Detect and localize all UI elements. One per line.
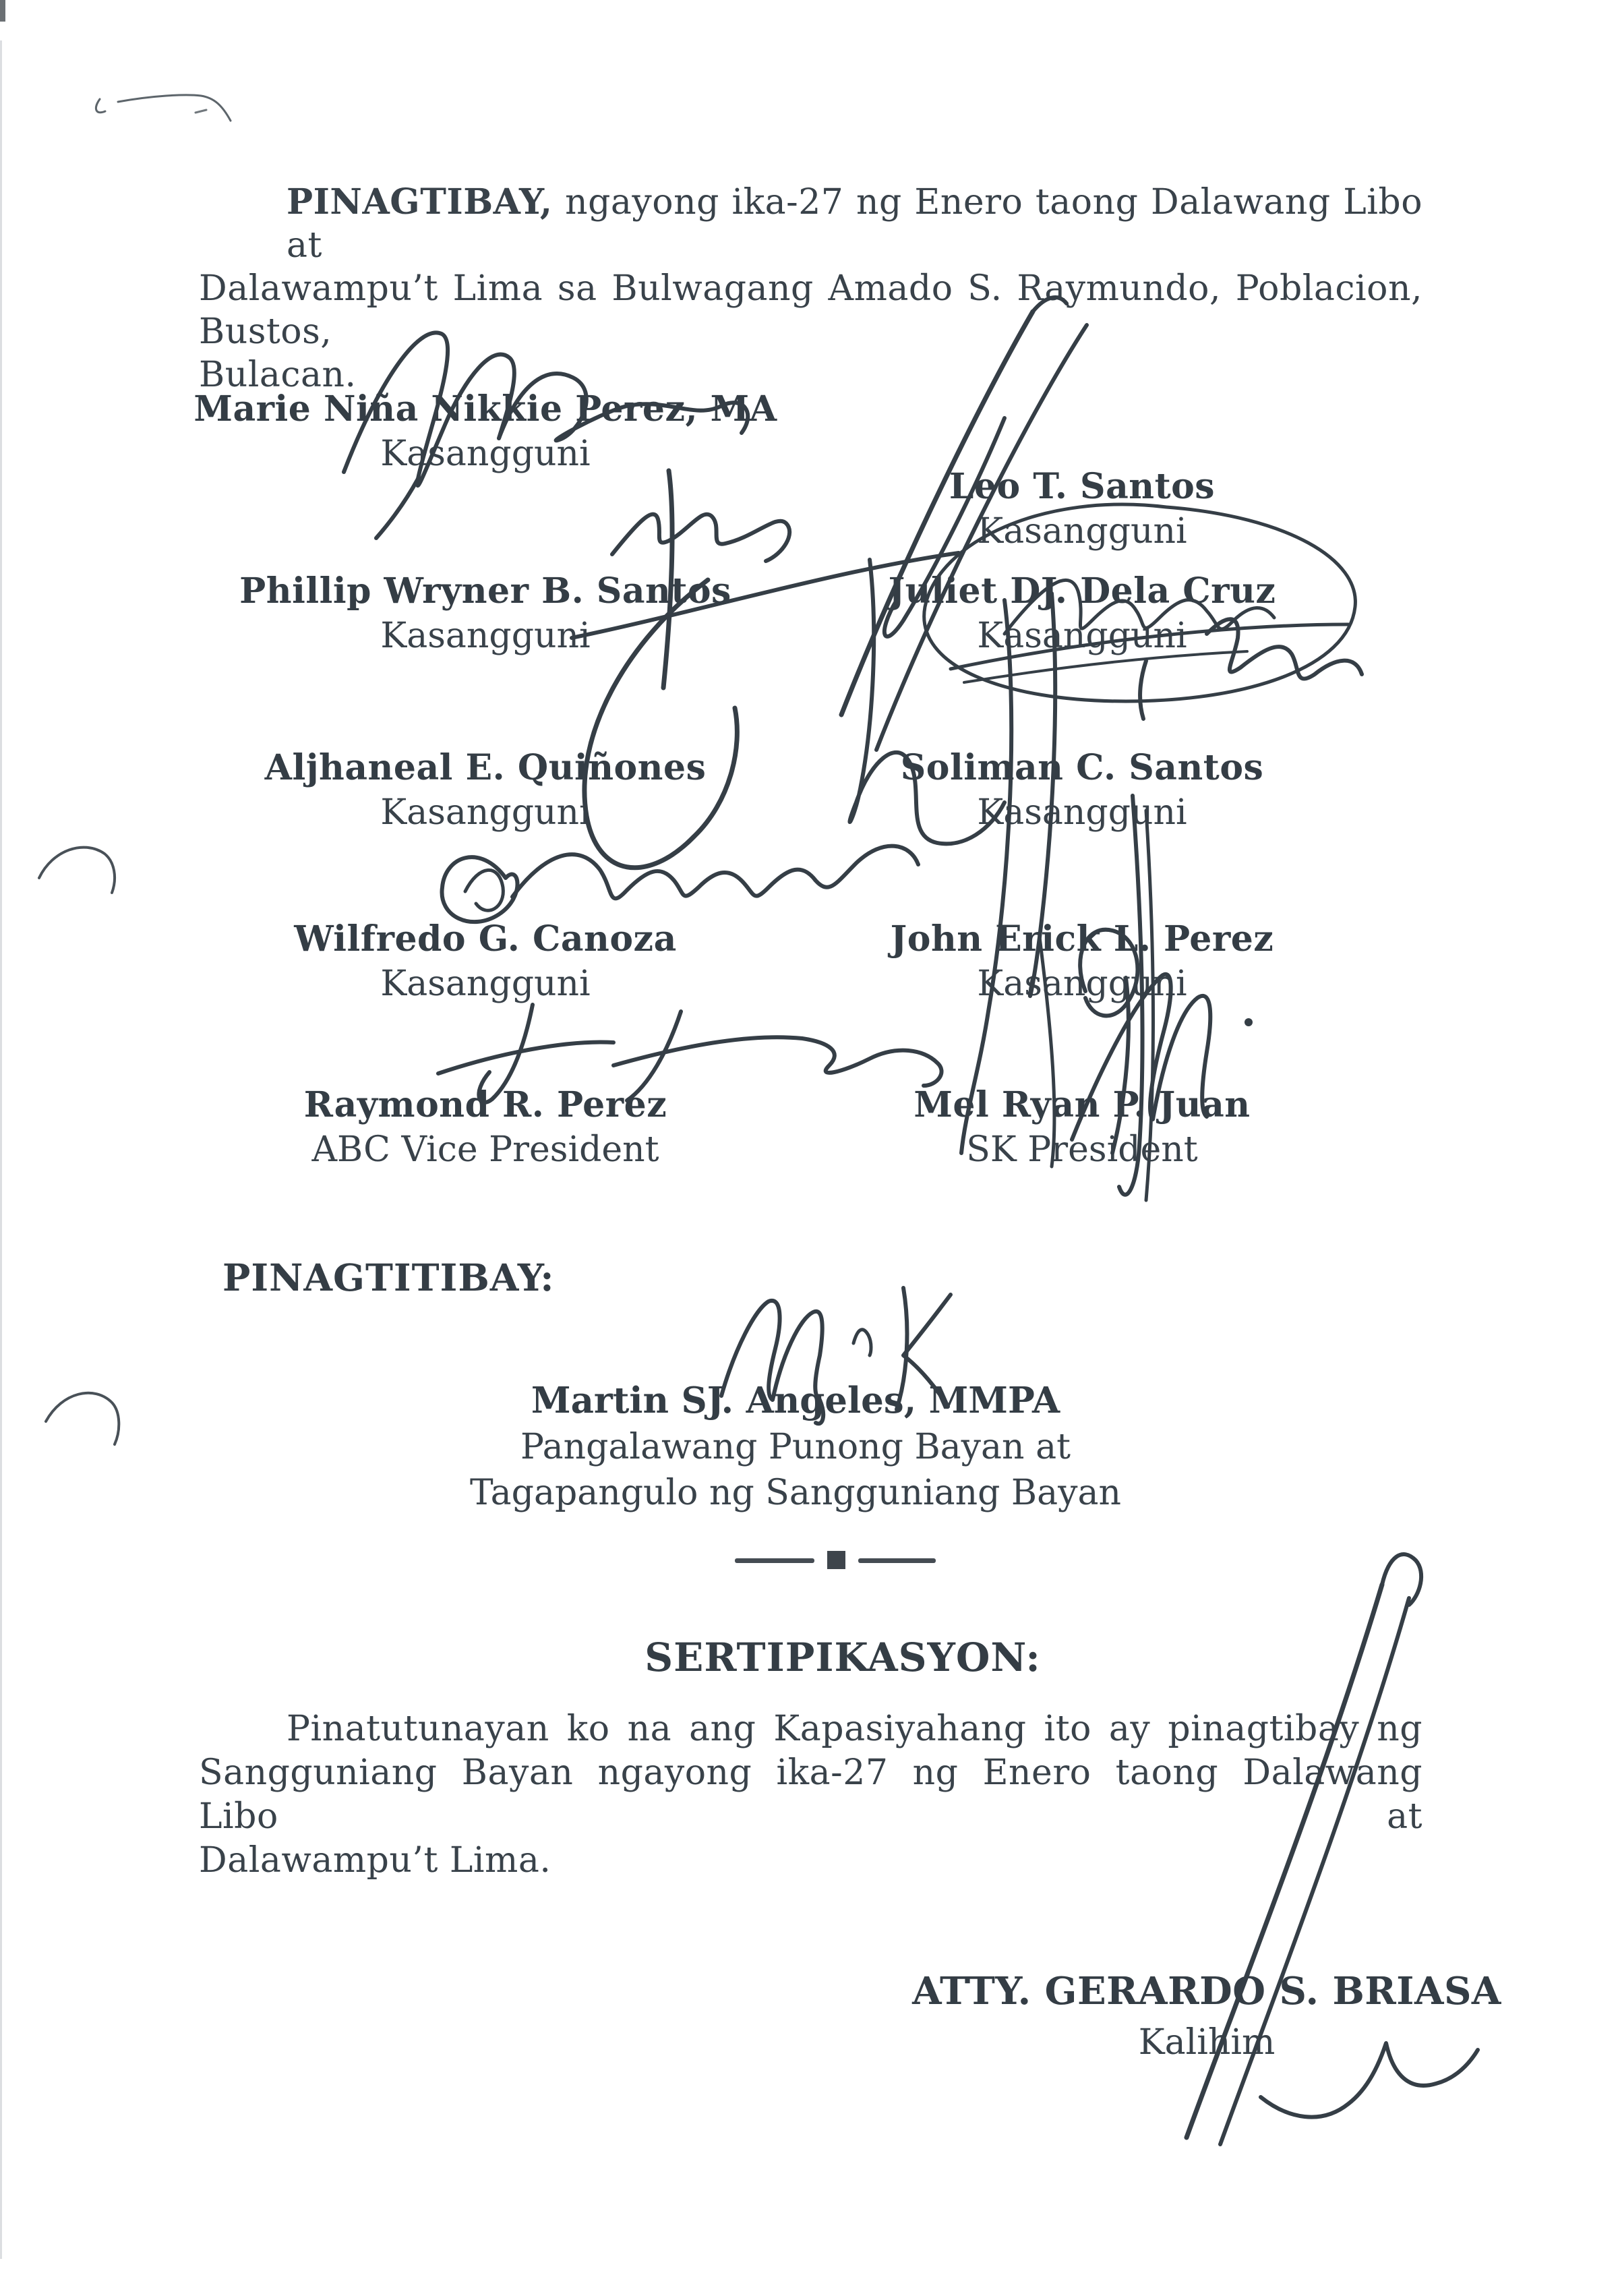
signatory-name: Marie Niña Nikkie Perez, MA (193, 388, 777, 430)
paragraph-line: Sangguniang Bayan ngayong ika-27 ng Enero taong Dalawang Libo at (199, 1753, 1422, 1837)
signatory-name: Juliet DJ. Dela Cruz (888, 570, 1276, 612)
signatory-title: Kasangguni (977, 511, 1187, 552)
signatory-name: Soliman C. Santos (900, 747, 1264, 788)
paragraph-line (199, 181, 1422, 267)
certification-heading: SERTIPIKASYON: (645, 1635, 1041, 1680)
approver-title: Pangalawang Punong Bayan at (520, 1427, 1071, 1467)
signatory-title: Kasangguni (977, 964, 1187, 1004)
paragraph-text: ngayong ika-27 ng Enero taong Dalawang Libo at (287, 182, 1422, 266)
certifier-title: Kalihim (1138, 2022, 1276, 2063)
certifier-name: ATTY. GERARDO S. BRIASA (912, 1969, 1501, 2013)
approver-title: Tagapangulo ng Sangguniang Bayan (470, 1473, 1121, 1513)
signature-martin-angeles (681, 1261, 991, 1430)
signatory-name: Raymond R. Perez (303, 1084, 667, 1125)
signatory-name: Phillip Wryner B. Santos (239, 570, 731, 612)
pencil-scribble-mark (88, 71, 243, 131)
approver-name: Martin SJ. Angeles, MMPA (531, 1380, 1060, 1421)
signatory-title: Kasangguni (380, 434, 591, 474)
signatory-title: Kasangguni (380, 964, 591, 1004)
signature-gerardo-briasa (1085, 1531, 1503, 2165)
signatory-title: SK President (966, 1129, 1198, 1170)
signatory-title: Kasangguni (977, 792, 1187, 833)
paragraph-line: Bulacan. (199, 355, 357, 395)
paragraph-lead-word: PINAGTIBAY, (287, 181, 553, 223)
signatory-title: ABC Vice President (311, 1129, 659, 1170)
signature-mel-ryan-juan (1031, 951, 1288, 1173)
signatory-title: Kasangguni (380, 616, 591, 656)
faint-circle-mark (34, 836, 121, 910)
paragraph-line: Dalawampu’t Lima. (199, 1840, 551, 1881)
signatory-name: Aljhaneal E. Quiñones (264, 747, 707, 788)
signatory-name: Wilfredo G. Canoza (294, 918, 677, 960)
signatory-name: Leo T. Santos (949, 466, 1216, 507)
paragraph-text: Pinatutunayan (287, 1709, 549, 1749)
approval-heading: PINAGTITIBAY: (222, 1256, 555, 1299)
signatory-title: Kasangguni (380, 792, 591, 833)
signature-raymond-perez (398, 984, 1005, 1119)
signatory-title: Kasangguni (977, 616, 1187, 656)
signatory-name: Mel Ryan P. Juan (913, 1084, 1251, 1125)
signatory-name: John Erick L. Perez (890, 918, 1274, 960)
scan-corner-mark (0, 0, 5, 22)
signature-wilfredo-canoza (425, 823, 1031, 944)
paragraph-text: ko na ang Kapasiyahang ito ay pinagtibay ng (566, 1709, 1423, 1749)
paragraph-line: Dalawampu’t Lima sa Bulwagang Amado S. Raymundo, Poblacion, Bustos, (199, 268, 1422, 352)
faint-circle-mark (42, 1382, 129, 1456)
scan-left-edge-line (0, 40, 2, 2259)
